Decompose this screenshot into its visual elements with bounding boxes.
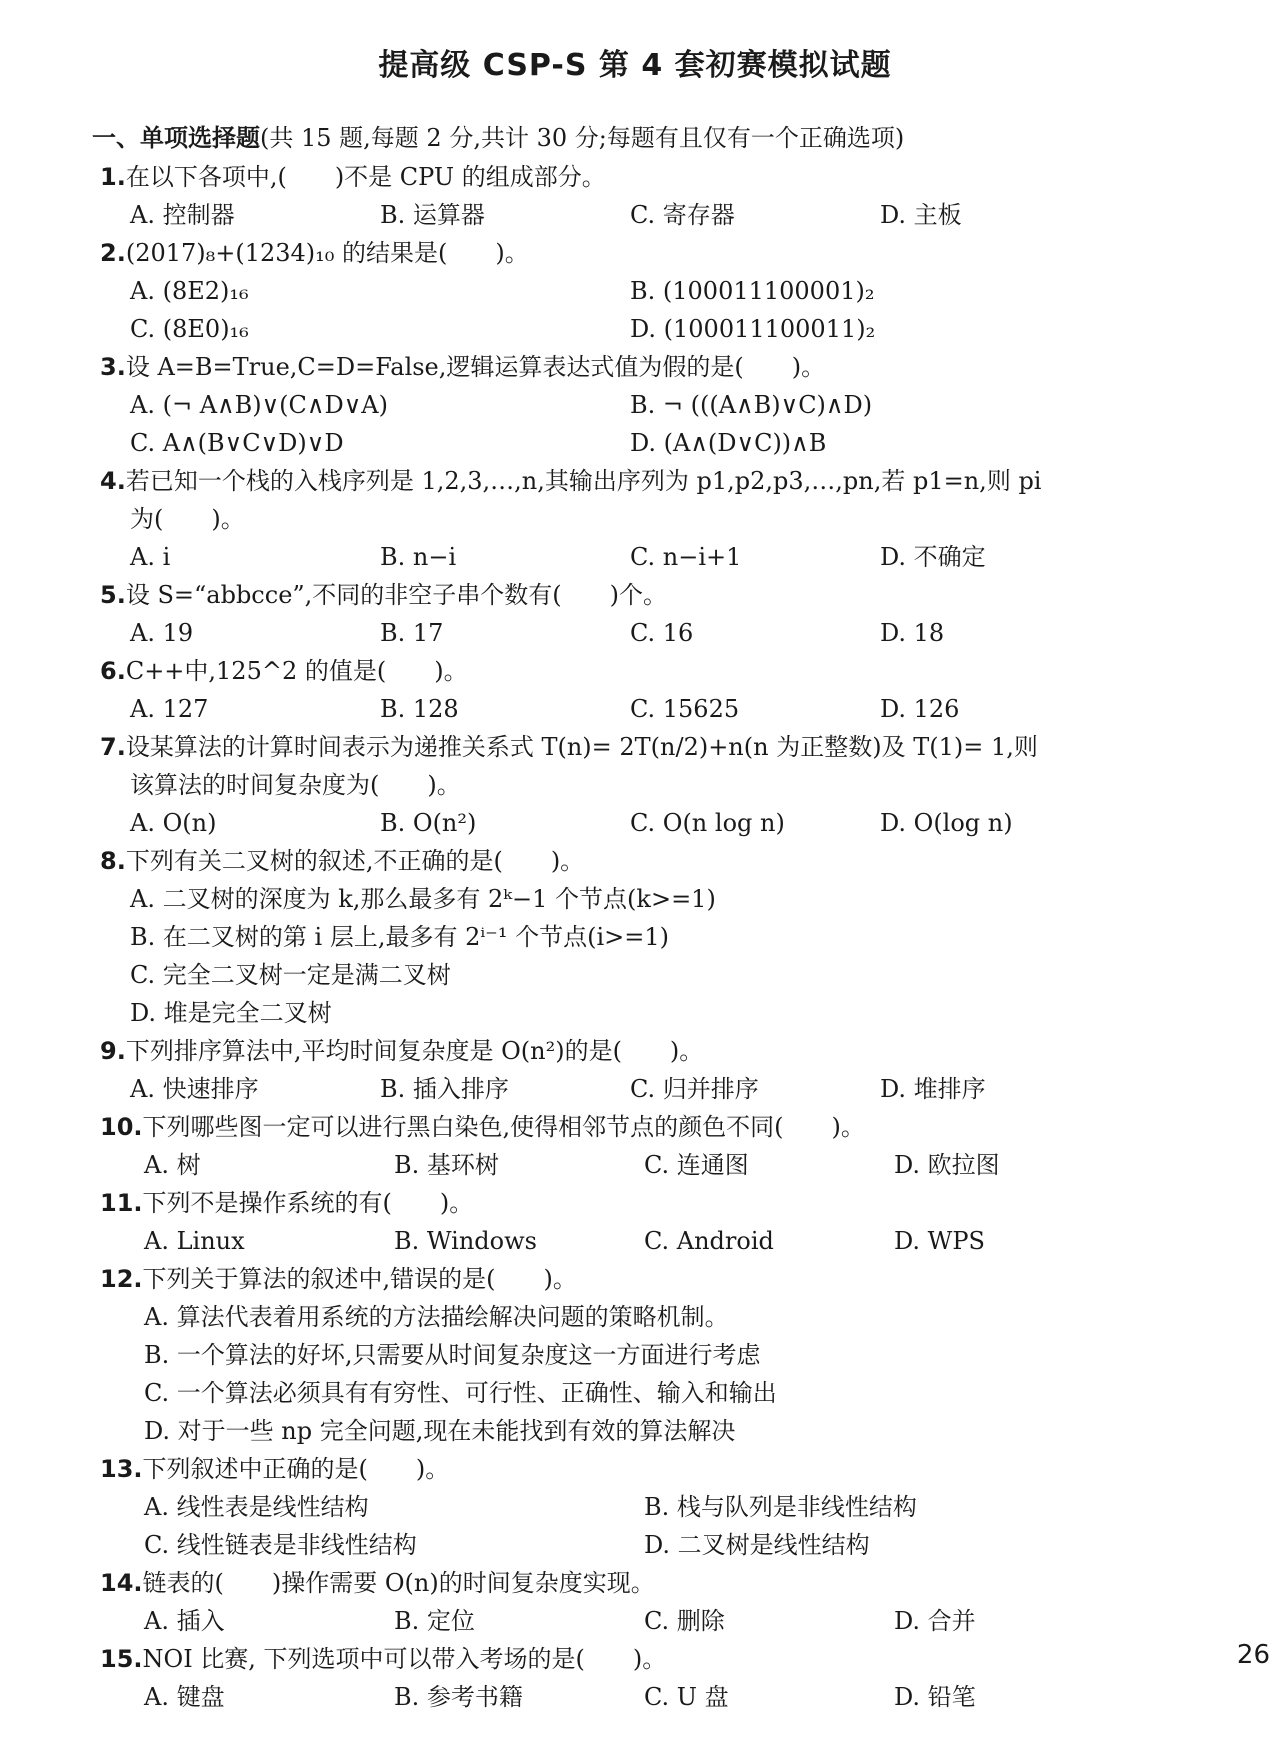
question-3 (100, 348, 1200, 462)
option-c: C. n−i+1 (630, 543, 742, 571)
option-b: B. 基环树 (394, 1151, 499, 1179)
question-11 (100, 1184, 1200, 1260)
option-c: C. 归并排序 (630, 1075, 759, 1103)
option-c: C. 删除 (644, 1607, 725, 1635)
option-b: B. n−i (380, 543, 457, 571)
option-a: A. 插入 (144, 1607, 225, 1635)
option-d: D. 堆排序 (880, 1075, 986, 1103)
question-15 (100, 1640, 1200, 1716)
question-stem: 下列关于算法的叙述中,错误的是( )。 (142, 1265, 577, 1293)
question-8 (100, 842, 1200, 1032)
question-number: 9. (100, 1037, 126, 1065)
option-a: A. O(n) (130, 809, 217, 837)
option-a: A. 树 (144, 1151, 201, 1179)
option-b: B. 定位 (394, 1607, 475, 1635)
question-stem: 下列不是操作系统的有( )。 (142, 1189, 474, 1217)
option-c: C. 连通图 (644, 1151, 749, 1179)
section-heading (92, 118, 904, 153)
option-b: B. O(n²) (380, 809, 477, 837)
option-d: D. 二叉树是线性结构 (644, 1531, 870, 1559)
option-c: C. (8E0)₁₆ (130, 315, 249, 343)
question-list (100, 158, 1200, 1716)
option-b: B. (100011100001)₂ (630, 277, 875, 305)
question-stem: 若已知一个栈的入栈序列是 1,2,3,…,n,其输出序列为 p1,p2,p3,…,pn,若 p1=n,则 pi (125, 467, 1042, 495)
question-stem: (2017)₈+(1234)₁₀ 的结果是( )。 (125, 239, 529, 267)
question-7 (100, 728, 1200, 842)
option-a: A. 127 (130, 695, 209, 723)
option-d: D. 18 (880, 619, 945, 647)
question-number: 12. (100, 1265, 143, 1293)
question-number: 1. (100, 163, 126, 191)
question-4 (100, 462, 1200, 576)
option-c: C. O(n log n) (630, 809, 785, 837)
option-d: D. 不确定 (880, 543, 986, 571)
section-title: 一、单项选择题 (92, 124, 260, 152)
question-number: 5. (100, 581, 126, 609)
option-b: B. Windows (394, 1227, 537, 1255)
question-10 (100, 1108, 1200, 1184)
option-a: A. Linux (144, 1227, 245, 1255)
question-12 (100, 1260, 1200, 1450)
option-a: A. 算法代表着用系统的方法描绘解决问题的策略机制。 (144, 1303, 729, 1331)
question-number: 3. (100, 353, 126, 381)
question-number: 11. (100, 1189, 143, 1217)
option-d: D. 堆是完全二叉树 (130, 999, 332, 1027)
question-6 (100, 652, 1200, 728)
option-b: B. 128 (380, 695, 459, 723)
option-d: D. 合并 (894, 1607, 976, 1635)
question-stem: 在以下各项中,( )不是 CPU 的组成部分。 (125, 163, 606, 191)
option-c: C. 15625 (630, 695, 740, 723)
question-stem: 设 A=B=True,C=D=False,逻辑运算表达式值为假的是( )。 (125, 353, 826, 381)
option-a: A. 控制器 (130, 201, 235, 229)
option-b: B. 一个算法的好坏,只需要从时间复杂度这一方面进行考虑 (144, 1341, 761, 1369)
question-stem: 下列叙述中正确的是( )。 (142, 1455, 450, 1483)
option-a: A. 19 (130, 619, 194, 647)
option-a: A. (¬ A∧B)∨(C∧D∨A) (130, 391, 388, 419)
option-c: C. 一个算法必须具有有穷性、可行性、正确性、输入和输出 (144, 1379, 777, 1407)
question-stem: 下列排序算法中,平均时间复杂度是 O(n²)的是( )。 (125, 1037, 704, 1065)
option-b: B. 运算器 (380, 201, 485, 229)
question-number: 7. (100, 733, 126, 761)
option-a: A. 线性表是线性结构 (144, 1493, 369, 1521)
option-b: B. ¬ (((A∧B)∨C)∧D) (630, 391, 873, 419)
option-d: D. 铅笔 (894, 1683, 976, 1711)
question-stem: NOI 比赛, 下列选项中可以带入考场的是( )。 (142, 1645, 667, 1673)
option-d: D. 主板 (880, 201, 962, 229)
option-c: C. Android (644, 1227, 774, 1255)
option-a: A. 键盘 (144, 1683, 225, 1711)
option-b: B. 栈与队列是非线性结构 (644, 1493, 917, 1521)
question-number: 14. (100, 1569, 143, 1597)
question-number: 13. (100, 1455, 143, 1483)
option-b: B. 参考书籍 (394, 1683, 523, 1711)
question-5 (100, 576, 1200, 652)
question-number: 8. (100, 847, 126, 875)
option-b: B. 17 (380, 619, 444, 647)
question-stem-continued: 为( )。 (130, 505, 245, 533)
question-stem: 下列哪些图一定可以进行黑白染色,使得相邻节点的颜色不同( )。 (142, 1113, 865, 1141)
page-title: 提高级 CSP-S 第 4 套初赛模拟试题 (378, 48, 892, 83)
question-stem: 设 S=“abbcce”,不同的非空子串个数有( )个。 (125, 581, 668, 609)
option-b: B. 插入排序 (380, 1075, 509, 1103)
option-d: D. O(log n) (880, 809, 1013, 837)
question-9 (100, 1032, 1200, 1108)
option-a: A. (8E2)₁₆ (130, 277, 249, 305)
question-number: 15. (100, 1645, 143, 1673)
page-number: 26 (1236, 1640, 1270, 1670)
question-number: 10. (100, 1113, 143, 1141)
option-d: D. 126 (880, 695, 960, 723)
option-c: C. 16 (630, 619, 694, 647)
option-d: D. 欧拉图 (894, 1151, 1000, 1179)
question-stem: C++中,125^2 的值是( )。 (125, 657, 468, 685)
option-a: A. i (130, 543, 171, 571)
option-c: C. A∧(B∨C∨D)∨D (130, 429, 344, 457)
question-2 (100, 234, 1200, 348)
question-stem: 链表的( )操作需要 O(n)的时间复杂度实现。 (142, 1569, 655, 1597)
option-a: A. 二叉树的深度为 k,那么最多有 2ᵏ−1 个节点(k>=1) (130, 885, 716, 913)
option-c: C. 寄存器 (630, 201, 735, 229)
option-c: C. U 盘 (644, 1683, 729, 1711)
question-14 (100, 1564, 1200, 1640)
option-c: C. 完全二叉树一定是满二叉树 (130, 961, 451, 989)
question-stem: 下列有关二叉树的叙述,不正确的是( )。 (125, 847, 585, 875)
question-stem-continued: 该算法的时间复杂度为( )。 (130, 771, 461, 799)
option-d: D. WPS (894, 1227, 985, 1255)
question-13 (100, 1450, 1200, 1564)
question-number: 6. (100, 657, 126, 685)
question-number: 2. (100, 239, 126, 267)
section-note: (共 15 题,每题 2 分,共计 30 分;每题有且仅有一个正确选项) (260, 124, 905, 152)
option-d: D. (A∧(D∨C))∧B (630, 429, 827, 457)
question-1 (100, 158, 1200, 234)
option-a: A. 快速排序 (130, 1075, 259, 1103)
option-c: C. 线性链表是非线性结构 (144, 1531, 417, 1559)
question-number: 4. (100, 467, 126, 495)
option-d: D. (100011100011)₂ (630, 315, 876, 343)
option-d: D. 对于一些 np 完全问题,现在未能找到有效的算法解决 (144, 1417, 736, 1445)
question-stem: 设某算法的计算时间表示为递推关系式 T(n)= 2T(n/2)+n(n 为正整数)及 T(1)= 1,则 (125, 733, 1038, 761)
option-b: B. 在二叉树的第 i 层上,最多有 2ⁱ⁻¹ 个节点(i>=1) (130, 923, 669, 951)
